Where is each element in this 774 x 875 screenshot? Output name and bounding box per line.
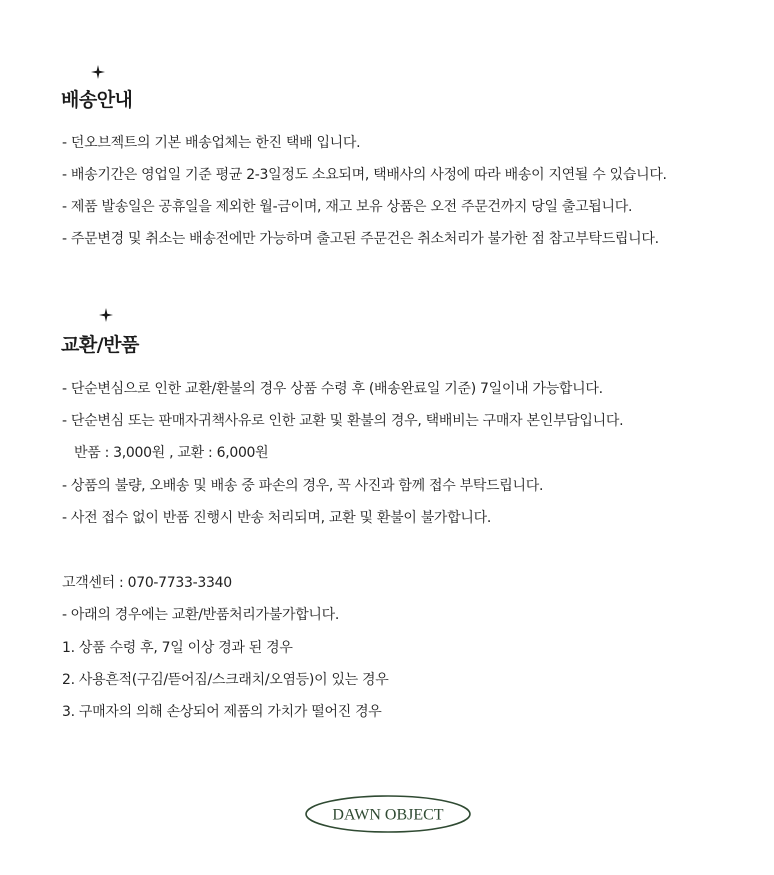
brand-logo bbox=[304, 794, 472, 834]
return-fee-line: 반품 : 3,000원 , 교환 : 6,000원 bbox=[74, 445, 269, 461]
customer-center-phone: 고객센터 : 070-7733-3340 bbox=[62, 575, 232, 591]
shipping-line: - 주문변경 및 취소는 배송전에만 가능하며 출고된 주문건은 취소처리가 불가한 점 참고부탁드립니다. bbox=[62, 231, 659, 247]
non-returnable-case: 3. 구매자의 의해 손상되어 제품의 가치가 떨어진 경우 bbox=[62, 704, 382, 720]
sparkle-icon bbox=[99, 308, 113, 322]
exchange-line: - 단순변심으로 인한 교환/환불의 경우 상품 수령 후 (배송완료일 기준) 7일이내 가능합니다. bbox=[62, 381, 603, 397]
exchange-line: - 단순변심 또는 판매자귀책사유로 인한 교환 및 환불의 경우, 택배비는 구매자 본인부담입니다. bbox=[62, 413, 624, 429]
shipping-line: - 배송기간은 영업일 기준 평균 2-3일정도 소요되며, 택배사의 사정에 따라 배송이 지연될 수 있습니다. bbox=[62, 167, 667, 183]
sparkle-icon bbox=[91, 65, 105, 79]
shipping-title: 배송안내 bbox=[61, 89, 133, 111]
exchange-title: 교환/반품 bbox=[61, 334, 139, 356]
non-returnable-case: 1. 상품 수령 후, 7일 이상 경과 된 경우 bbox=[62, 640, 293, 656]
non-returnable-case: 2. 사용흔적(구김/뜯어짐/스크래치/오염등)이 있는 경우 bbox=[62, 672, 389, 688]
shipping-line: - 제품 발송일은 공휴일을 제외한 월-금이며, 재고 보유 상품은 오전 주문건까지 당일 출고됩니다. bbox=[62, 199, 633, 215]
exchange-line: - 상품의 불량, 오배송 및 배송 중 파손의 경우, 꼭 사진과 함께 접수 부탁드립니다. bbox=[62, 478, 544, 494]
exchange-line: - 사전 접수 없이 반품 진행시 반송 처리되며, 교환 및 환불이 불가합니다. bbox=[62, 510, 491, 526]
logo-text: DAWN OBJECT bbox=[332, 806, 444, 824]
shipping-line: - 던오브젝트의 기본 배송업체는 한진 택배 입니다. bbox=[62, 135, 361, 151]
non-returnable-intro: - 아래의 경우에는 교환/반품처리가불가합니다. bbox=[62, 607, 340, 623]
